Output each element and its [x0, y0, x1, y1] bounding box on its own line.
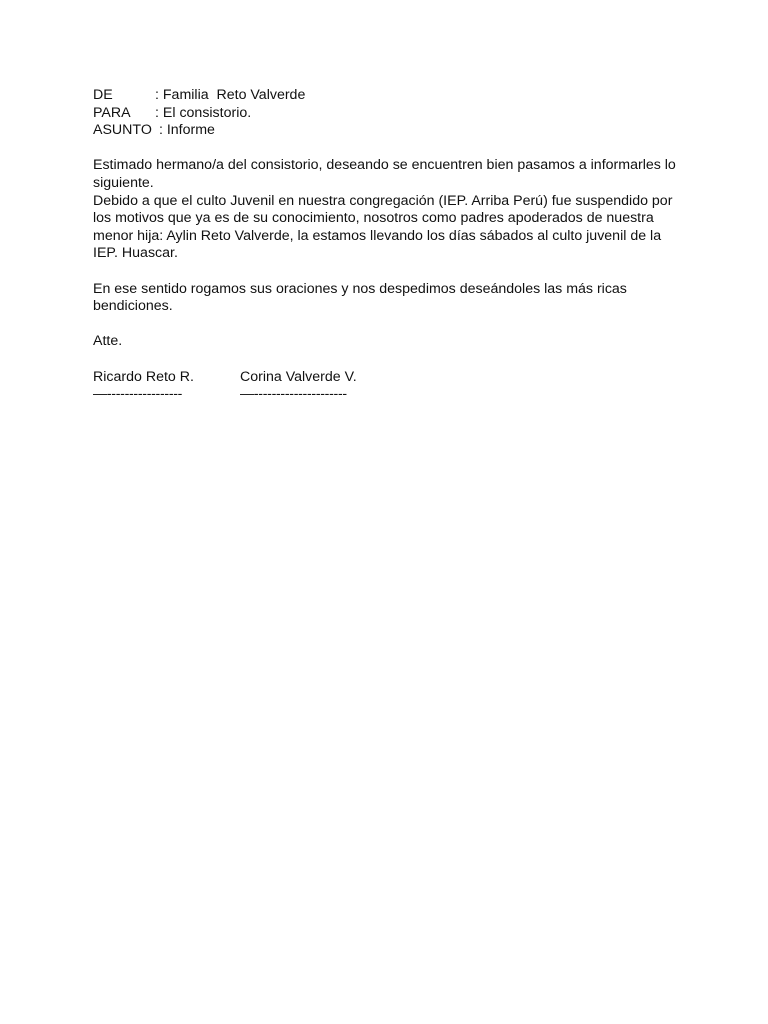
body-paragraph-2: En ese sentido rogamos sus oraciones y nos despedimos deseándoles las más ricas bendiciones. — [93, 280, 627, 315]
para-value: : El consistorio. — [155, 104, 252, 121]
para-label: PARA — [93, 104, 131, 121]
letter-document — [93, 87, 683, 404]
header-asunto-row — [93, 122, 683, 140]
spacer — [93, 263, 683, 281]
de-label: DE — [93, 87, 113, 103]
header-para-row — [93, 105, 683, 123]
signature-names-row — [93, 369, 683, 387]
spacer — [93, 351, 683, 369]
closing-text: Atte. — [93, 333, 123, 350]
spacer — [93, 140, 683, 158]
body-paragraph-1: Debido a que el culto Juvenil en nuestra congregación (IEP. Arriba Perú) fue suspendido por los motivos que ya es de su conocimiento, nosotros como padres apoderados de nuestra menor hija: Aylin Reto Valverde, la estamos llevando los días sábados al culto juvenil de la IEP. Huascar. — [93, 192, 673, 262]
asunto-value: : Informe — [155, 122, 215, 139]
greeting-paragraph: Estimado hermano/a del consistorio, deseando se encuentren bien pasamos a informarles lo siguiente. — [93, 157, 676, 191]
asunto-label: ASUNTO — [93, 122, 152, 139]
header-de-row — [93, 87, 683, 105]
spacer — [93, 316, 683, 334]
de-value: : Familia Reto Valverde — [155, 87, 306, 103]
signature-right-name: Corina Valverde V. — [240, 368, 357, 385]
signature-lines-row — [93, 386, 683, 404]
signature-left-line: —----------------- — [93, 386, 183, 403]
signature-right-line: —--------------------- — [240, 386, 347, 403]
signature-left-name: Ricardo Reto R. — [93, 368, 194, 385]
